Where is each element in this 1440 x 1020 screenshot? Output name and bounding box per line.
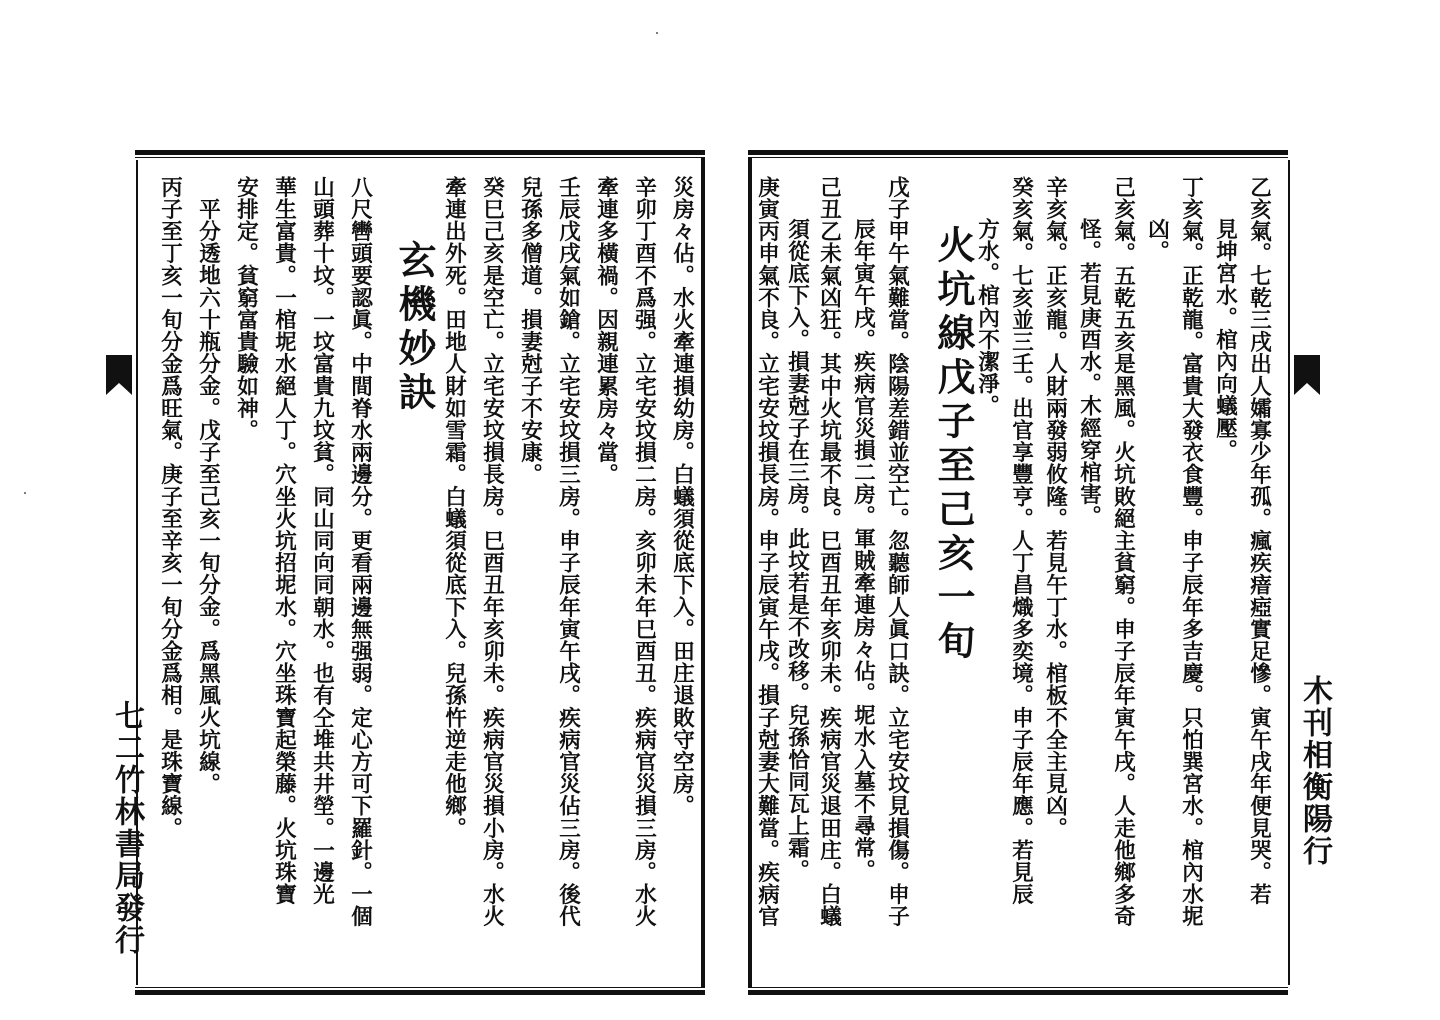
text-column: 己亥氣。五乾五亥是黑風。火坑敗絕主貧窮。申子辰年寅午戌。人走他鄉多奇	[1110, 176, 1136, 928]
text-column: 方水。棺內不潔淨。	[974, 218, 1000, 417]
text-column: 癸亥氣。七亥並三壬。出官享豐亨。人丁昌熾多奕境。申子辰年應。若見辰	[1008, 176, 1034, 906]
left-margin-publisher: 七二竹林書局發行	[109, 700, 144, 956]
text-column: 丙子至丁亥一旬分金爲旺氣。庚子至辛亥一旬分金爲相。是珠寶線。	[157, 176, 183, 839]
paper-speck	[24, 492, 26, 494]
text-column: 見坤宮水。棺內向蟻壓。	[1212, 218, 1238, 462]
right-margin-publisher: 木刊相衡陽行	[1297, 675, 1332, 867]
text-column: 丁亥氣。正乾龍。富貴大發衣食豐。申子辰年多吉慶。只怕巽宮水。棺內水坭	[1178, 176, 1204, 928]
text-column: 華生富貴。一棺坭水絕人丁。穴坐火坑招坭水。穴坐珠寶起榮藤。火坑珠寶	[271, 176, 297, 906]
left-page-top-border	[135, 150, 705, 158]
text-column: 山頭葬十坟。一坟富貴九坟貧。同山同向同朝水。也有仝堆共井塋。一邊光	[309, 176, 335, 906]
text-column: 辰年寅午戌。疾病官災損二房。軍賊牽連房々佔。坭水入墓不尋常。	[850, 218, 876, 881]
text-column: 辛亥氣。正亥龍。人財兩發弱攸隆。若見午丁水。棺板不全主見凶。	[1042, 176, 1068, 839]
text-column: 辛卯丁酉不爲强。立宅安坟損二房。亥卯未年巳酉丑。疾病官災損三房。水火	[631, 176, 657, 928]
right-margin-rule	[1288, 160, 1290, 985]
text-column: 癸巳己亥是空亡。立宅安坟損長房。巳酉丑年亥卯未。疾病官災損小房。水火	[479, 176, 505, 928]
text-column: 壬辰戊戌氣如鎗。立宅安坟損三房。申子辰年寅午戌。疾病官災佔三房。後代	[555, 176, 581, 928]
text-column: 災房々佔。水火牽連損幼房。白蟻須從底下入。田庄退敗守空房。	[669, 176, 695, 817]
left-margin-strip	[100, 160, 144, 985]
left-page-bottom-border	[135, 987, 705, 995]
text-column: 牽連多橫禍。因親連累房々當。	[593, 176, 619, 486]
paper-speck	[656, 32, 658, 34]
text-column: 凶。	[1144, 218, 1170, 263]
text-column: 八尺轡頭要認眞。中間脊水兩邊分。更看兩邊無强弱。定心方可下羅針。一個	[347, 176, 373, 928]
section-title: 火坑線戊子至己亥一旬	[931, 225, 976, 665]
text-column: 己丑乙未氣凶狂。其中火坑最不良。巳酉丑年亥卯未。疾病官災退田庄。白蟻	[816, 176, 842, 928]
text-column: 乙亥氣。七乾三戌出人孀寡少年孤。瘋疾瘖瘂實足慘。寅午戌年便見哭。若	[1246, 176, 1272, 906]
text-column: 安排定。貧窮富貴驗如神。	[233, 176, 259, 442]
section-title: 玄機妙訣	[392, 240, 437, 416]
text-column: 怪。若見庚酉水。木經穿棺害。	[1076, 218, 1102, 528]
right-page-inner-border	[748, 158, 752, 987]
text-column: 兒孫多僧道。損妻尅子不安康。	[517, 176, 543, 486]
right-margin-strip	[1288, 160, 1332, 985]
text-column: 須從底下入。損妻尅子在三房。此坟若是不改移。兒孫恰同瓦上霜。	[784, 218, 810, 881]
text-column: 牽連出外死。田地人財如雪霜。白蟻須從底下入。兒孫忤逆走他鄉。	[441, 176, 467, 839]
right-page	[748, 150, 1288, 995]
left-page-inner-border	[701, 158, 705, 987]
text-column: 戊子甲午氣難當。陰陽差錯並空亡。忽聽師人眞口訣。立宅安坟見損傷。申子	[884, 176, 910, 928]
right-page-bottom-border	[748, 987, 1288, 995]
right-fishtail-mark	[1294, 355, 1320, 395]
text-column: 平分透地六十瓶分金。戊子至己亥一旬分金。爲黑風火坑線。	[195, 198, 221, 795]
left-fishtail-mark	[106, 355, 132, 395]
right-page-top-border	[748, 150, 1288, 158]
left-page	[135, 150, 705, 995]
text-column: 庚寅丙申氣不良。立宅安坟損長房。申子辰寅午戌。損子尅妻大難當。疾病官	[754, 176, 780, 928]
